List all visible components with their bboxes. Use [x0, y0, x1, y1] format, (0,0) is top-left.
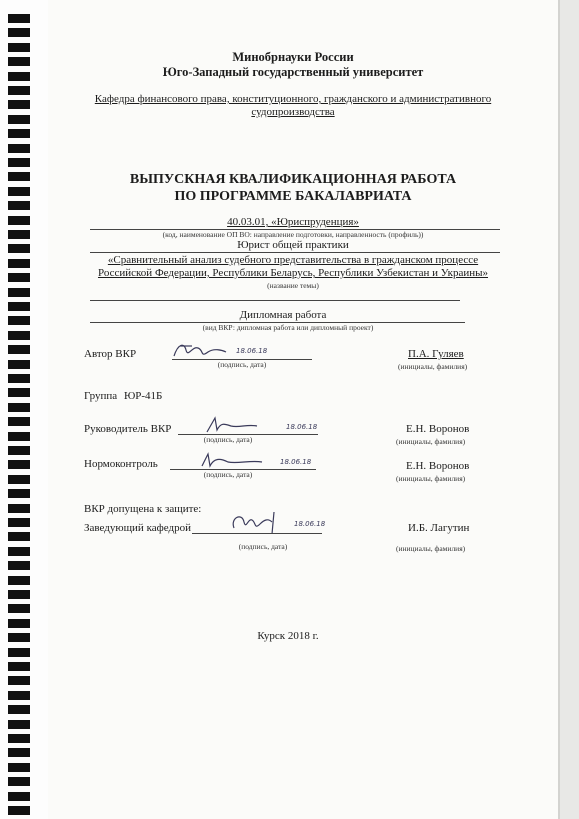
binding-hole	[8, 316, 30, 325]
department-line-2: судопроизводства	[251, 106, 335, 118]
binding-hole	[8, 432, 30, 441]
binding-hole	[8, 576, 30, 585]
topic-line-2: Российской Федерации, Республики Беларусь, Республики Узбекистан и Украины»	[97, 267, 489, 279]
normcontrol-sign-caption: (подпись, дата)	[203, 470, 253, 479]
binding-hole	[8, 57, 30, 66]
binding-hole	[8, 417, 30, 426]
binding-hole	[8, 129, 30, 138]
admission-label: ВКР допущена к защите:	[84, 503, 202, 515]
supervisor-name: Е.Н. Воронов	[406, 423, 470, 435]
binding-hole	[8, 460, 30, 469]
author-name-caption: (инициалы, фамилия)	[398, 362, 468, 371]
binding-hole	[8, 331, 30, 340]
program-profile: Юрист общей практики	[237, 239, 349, 251]
binding-hole	[8, 72, 30, 81]
city-year: Курск 2018 г.	[257, 630, 319, 642]
binding-hole	[8, 532, 30, 541]
binding-hole	[8, 158, 30, 167]
normcontrol-name: Е.Н. Воронов	[406, 460, 470, 472]
blank-line	[90, 300, 460, 301]
binding-hole	[8, 172, 30, 181]
binding-hole	[8, 374, 30, 383]
head-name: И.Б. Лагутин	[408, 522, 470, 534]
document-title-line-1: ВЫПУСКНАЯ КВАЛИФИКАЦИОННАЯ РАБОТА	[129, 172, 457, 187]
supervisor-sign-caption: (подпись, дата)	[203, 435, 253, 444]
binding-hole	[8, 547, 30, 556]
binding-hole	[8, 201, 30, 210]
binding-hole	[8, 561, 30, 570]
binding-hole	[8, 475, 30, 484]
binding-hole	[8, 633, 30, 642]
author-sign-caption: (подпись, дата)	[217, 360, 267, 369]
binding-hole	[8, 734, 30, 743]
binding-hole	[8, 489, 30, 498]
binding-hole	[8, 28, 30, 37]
head-label: Заведующий кафедрой	[84, 522, 191, 534]
binding-hole	[8, 648, 30, 657]
group-value: ЮР-41Б	[123, 390, 163, 402]
binding-hole	[8, 100, 30, 109]
head-date: 18.06.18	[294, 520, 326, 528]
supervisor-date: 18.06.18	[286, 423, 318, 431]
binding-hole	[8, 662, 30, 671]
binding-hole	[8, 792, 30, 801]
program-code-caption: (код, наименование ОП ВО: направление подготовки, направленность (профиль))	[162, 230, 424, 239]
normcontrol-date: 18.06.18	[280, 458, 312, 466]
document-title-line-2: ПО ПРОГРАММЕ БАКАЛАВРИАТА	[174, 189, 412, 204]
topic-line-1: «Сравнительный анализ судебного представительства в гражданском процессе	[107, 254, 479, 266]
binding-hole	[8, 504, 30, 513]
spiral-binding	[0, 0, 48, 819]
university-name: Юго-Западный государственный университет	[162, 65, 424, 79]
binding-hole	[8, 691, 30, 700]
binding-hole	[8, 273, 30, 282]
supervisor-signature	[203, 414, 259, 436]
binding-hole	[8, 676, 30, 685]
binding-hole	[8, 720, 30, 729]
binding-hole	[8, 259, 30, 268]
binding-hole	[8, 115, 30, 124]
binding-hole	[8, 777, 30, 786]
group-label	[84, 390, 162, 402]
binding-hole	[8, 187, 30, 196]
head-sign-line	[192, 533, 322, 534]
binding-hole	[8, 43, 30, 52]
program-profile-line	[90, 252, 500, 253]
author-name: П.А. Гуляев	[408, 348, 464, 360]
supervisor-label: Руководитель ВКР	[84, 423, 172, 435]
binding-hole	[8, 244, 30, 253]
normcontrol-signature	[198, 450, 264, 470]
binding-hole	[8, 604, 30, 613]
work-type: Дипломная работа	[239, 309, 327, 321]
binding-hole	[8, 230, 30, 239]
group-label-text: Группа	[84, 390, 118, 402]
binding-hole	[8, 518, 30, 527]
binding-hole	[8, 345, 30, 354]
department-line-1: Кафедра финансового права, конституционного, гражданского и административного	[94, 93, 492, 105]
normcontrol-name-caption: (инициалы, фамилия)	[396, 474, 466, 483]
binding-hole	[8, 288, 30, 297]
topic-caption: (название темы)	[267, 281, 319, 290]
binding-hole	[8, 360, 30, 369]
head-signature	[228, 508, 290, 536]
binding-hole	[8, 806, 30, 815]
binding-hole	[8, 86, 30, 95]
normcontrol-label: Нормоконтроль	[84, 458, 158, 470]
author-date: 18.06.18	[236, 347, 268, 355]
binding-hole	[8, 388, 30, 397]
supervisor-name-caption: (инициалы, фамилия)	[396, 437, 466, 446]
binding-hole	[8, 446, 30, 455]
program-code: 40.03.01, «Юриспруденция»	[227, 216, 359, 228]
binding-hole	[8, 619, 30, 628]
head-name-caption: (инициалы, фамилия)	[396, 544, 466, 553]
page-edge	[558, 0, 579, 819]
binding-hole	[8, 216, 30, 225]
binding-hole	[8, 763, 30, 772]
binding-hole	[8, 590, 30, 599]
binding-hole	[8, 403, 30, 412]
head-sign-caption: (подпись, дата)	[238, 542, 288, 551]
binding-hole	[8, 705, 30, 714]
binding-hole	[8, 144, 30, 153]
author-label: Автор ВКР	[84, 348, 137, 360]
ministry-name: Минобрнауки России	[232, 50, 354, 64]
work-type-caption: (вид ВКР: дипломная работа или дипломный проект)	[202, 323, 374, 332]
title-page	[48, 0, 558, 819]
binding-hole	[8, 14, 30, 23]
binding-hole	[8, 302, 30, 311]
binding-hole	[8, 748, 30, 757]
